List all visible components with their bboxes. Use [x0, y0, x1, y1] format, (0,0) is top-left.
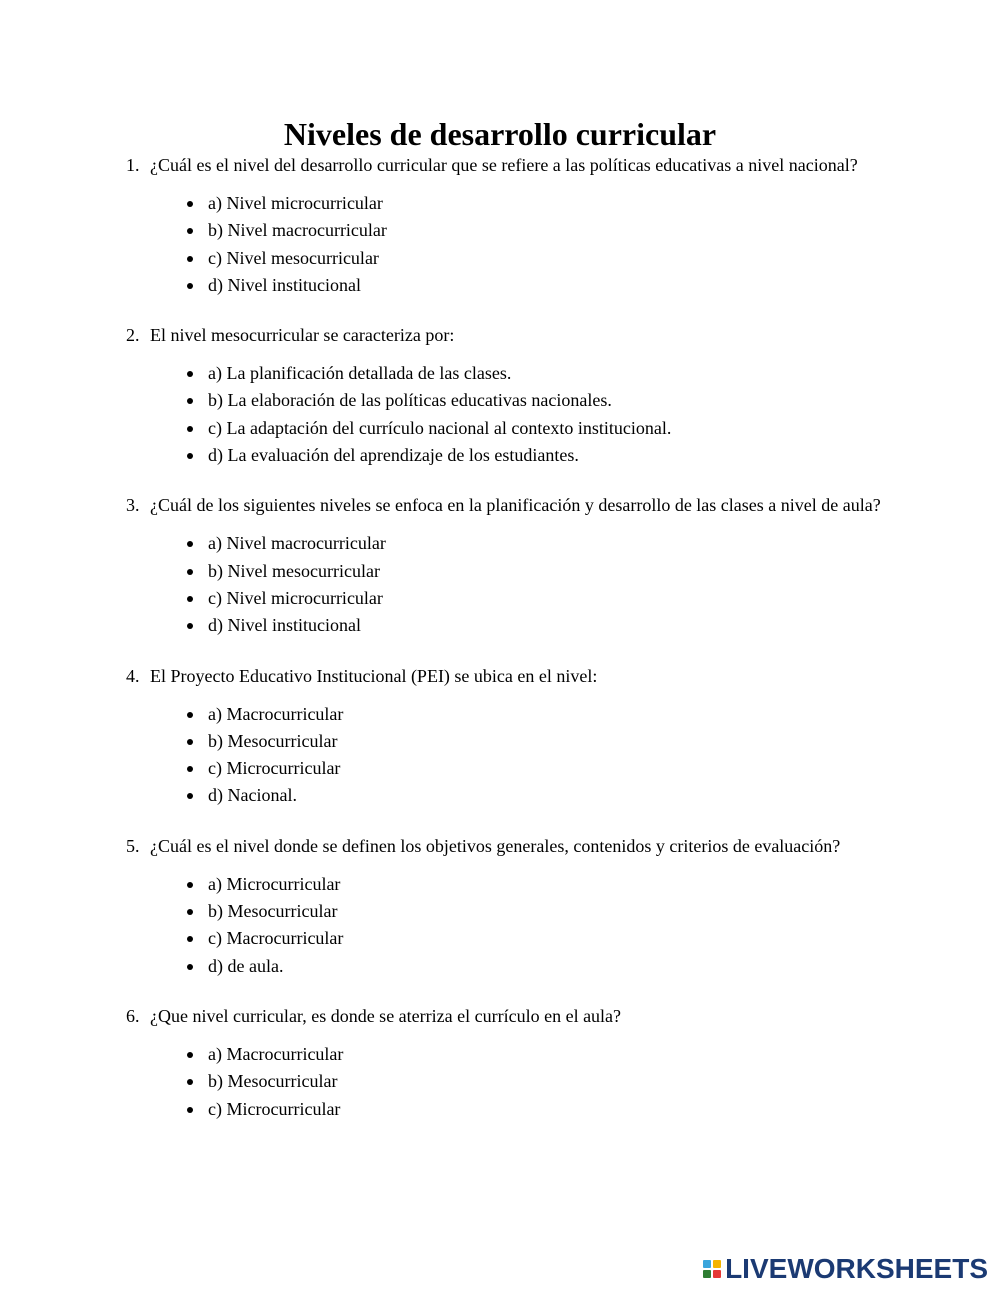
bullet-icon [187, 1052, 193, 1058]
question-number: 5. [126, 835, 140, 856]
option-label: b) Nivel macrocurricular [208, 220, 387, 241]
bullet-icon [187, 256, 193, 262]
bullet-icon [187, 453, 193, 459]
question-text: El Proyecto Educativo Institucional (PEI) se ubica en el nivel: [150, 665, 598, 686]
bullet-icon [187, 739, 193, 745]
bullet-icon [187, 371, 193, 377]
bullet-icon [187, 623, 193, 629]
option-item[interactable] [150, 585, 916, 612]
option-list [150, 360, 916, 469]
option-label: b) Mesocurricular [208, 1071, 338, 1092]
bullet-icon [187, 936, 193, 942]
liveworksheets-logo [703, 1254, 988, 1284]
liveworksheets-wordmark: LIVEWORKSHEETS [725, 1253, 988, 1284]
bullet-icon [187, 398, 193, 404]
option-label: c) La adaptación del currículo nacional al contexto institucional. [208, 417, 672, 438]
option-label: d) de aula. [208, 955, 284, 976]
option-list [150, 871, 916, 980]
question-list [126, 152, 916, 1123]
bullet-icon [187, 283, 193, 289]
option-label: d) Nivel institucional [208, 274, 361, 295]
bullet-icon [187, 569, 193, 575]
option-item[interactable] [150, 387, 916, 414]
option-list [150, 701, 916, 810]
bullet-icon [187, 766, 193, 772]
option-list [150, 190, 916, 299]
logo-square [713, 1260, 721, 1268]
option-item[interactable] [150, 245, 916, 272]
option-list [150, 1041, 916, 1123]
option-item[interactable] [150, 272, 916, 299]
logo-square [703, 1270, 711, 1278]
bullet-icon [187, 964, 193, 970]
question-number: 2. [126, 325, 140, 346]
option-label: c) Microcurricular [208, 758, 341, 779]
option-label: c) Macrocurricular [208, 928, 344, 949]
bullet-icon [187, 1107, 193, 1113]
option-label: a) La planificación detallada de las clases. [208, 363, 512, 384]
question-text: El nivel mesocurricular se caracteriza por: [150, 325, 455, 346]
liveworksheets-logo-icon [703, 1260, 721, 1278]
option-item[interactable] [150, 442, 916, 469]
option-label: d) Nacional. [208, 785, 297, 806]
option-label: b) Nivel mesocurricular [208, 560, 380, 581]
option-label: a) Nivel macrocurricular [208, 533, 386, 554]
option-label: a) Nivel microcurricular [208, 193, 383, 213]
bullet-icon [187, 1079, 193, 1085]
question-number: 6. [126, 1005, 140, 1026]
question-4 [126, 663, 916, 810]
question-2 [126, 322, 916, 469]
option-label: d) La evaluación del aprendizaje de los estudiantes. [208, 445, 579, 466]
option-item[interactable] [150, 360, 916, 387]
option-item[interactable] [150, 755, 916, 782]
option-item[interactable] [150, 558, 916, 585]
option-label: c) Nivel mesocurricular [208, 247, 379, 268]
option-label: b) La elaboración de las políticas educativas nacionales. [208, 390, 612, 411]
option-item[interactable] [150, 612, 916, 639]
question-text: ¿Cuál de los siguientes niveles se enfoca en la planificación y desarrollo de las clases a nivel de aula? [150, 495, 881, 516]
option-label: b) Mesocurricular [208, 901, 338, 922]
question-number: 1. [126, 155, 140, 175]
option-label: d) Nivel institucional [208, 615, 361, 636]
option-label: b) Mesocurricular [208, 730, 338, 751]
bullet-icon [187, 909, 193, 915]
option-item[interactable] [150, 1068, 916, 1095]
option-label: a) Macrocurricular [208, 1043, 344, 1064]
question-5 [126, 833, 916, 980]
logo-square [713, 1270, 721, 1278]
option-label: c) Microcurricular [208, 1098, 341, 1119]
bullet-icon [187, 793, 193, 799]
question-text: ¿Que nivel curricular, es donde se aterriza el currículo en el aula? [150, 1005, 622, 1026]
bullet-icon [187, 541, 193, 547]
option-item[interactable] [150, 701, 916, 728]
question-number: 3. [126, 495, 140, 516]
option-item[interactable] [150, 217, 916, 244]
question-1 [126, 152, 916, 299]
bullet-icon [187, 596, 193, 602]
option-item[interactable] [150, 898, 916, 925]
bullet-icon [187, 201, 193, 207]
option-item[interactable] [150, 1096, 916, 1123]
option-item[interactable] [150, 190, 916, 217]
question-3 [126, 492, 916, 639]
question-number: 4. [126, 665, 140, 686]
option-item[interactable] [150, 953, 916, 980]
option-label: c) Nivel microcurricular [208, 587, 383, 608]
option-item[interactable] [150, 925, 916, 952]
bullet-icon [187, 228, 193, 234]
option-item[interactable] [150, 782, 916, 809]
option-label: a) Macrocurricular [208, 703, 344, 724]
option-item[interactable] [150, 1041, 916, 1068]
bullet-icon [187, 882, 193, 888]
question-6 [126, 1003, 916, 1123]
option-label: a) Microcurricular [208, 873, 341, 894]
option-item[interactable] [150, 415, 916, 442]
question-text: ¿Cuál es el nivel del desarrollo curricular que se refiere a las políticas educativas a nivel nacional? [150, 155, 858, 175]
option-item[interactable] [150, 871, 916, 898]
option-item[interactable] [150, 530, 916, 557]
bullet-icon [187, 426, 193, 432]
question-text: ¿Cuál es el nivel donde se definen los objetivos generales, contenidos y criterios de evaluación? [150, 835, 841, 856]
option-item[interactable] [150, 728, 916, 755]
page-title: Niveles de desarrollo curricular [283, 116, 717, 152]
logo-square [703, 1260, 711, 1268]
option-list [150, 530, 916, 639]
bullet-icon [187, 712, 193, 718]
